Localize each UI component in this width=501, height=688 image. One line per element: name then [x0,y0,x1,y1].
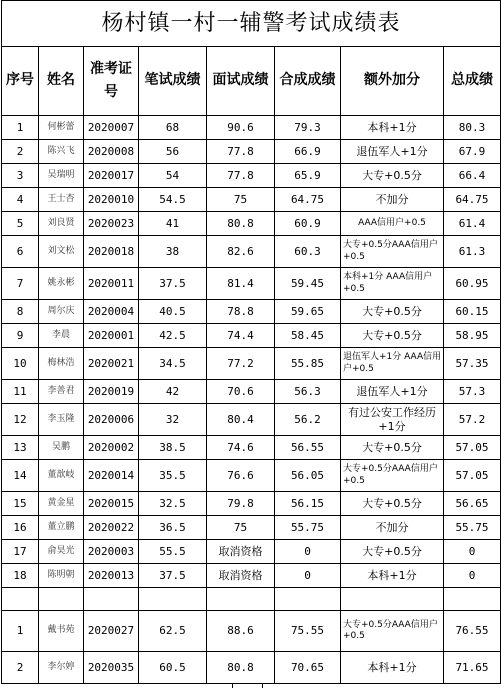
cell-seq: 18 [2,564,39,588]
cell-ticket: 2020001 [84,324,139,348]
header-seq: 序号 [2,47,39,116]
page-title: 杨村镇一村一辅警考试成绩表 [2,1,501,47]
cell-bonus: 退伍军人+1分 [341,380,444,404]
cell-ticket: 2020003 [84,540,139,564]
cell-bonus: 不加分 [341,188,444,212]
cell-seq: 3 [2,164,39,188]
cell-combined: 66.9 [275,140,341,164]
cell-written: 56 [139,140,207,164]
cell-written: 54 [139,164,207,188]
cell-bonus: 大专+0.5分 [341,492,444,516]
cell-total: 67.9 [444,140,501,164]
cell-bonus: 有过公安工作经历+1分 [341,404,444,436]
cell-ticket: 2020011 [84,268,139,300]
cell-seq: 7 [2,268,39,300]
cell-name: 梅林浩 [39,348,84,380]
cell-ticket: 2020027 [84,611,139,652]
spacer-cell [341,588,444,611]
cell-ticket: 2020017 [84,164,139,188]
cell-written: 42 [139,380,207,404]
cell-ticket: 2020002 [84,436,139,460]
cell-interview: 76.6 [207,460,275,492]
cell-ticket: 2020006 [84,404,139,436]
cell-combined: 58.45 [275,324,341,348]
cell-seq: 14 [2,460,39,492]
cell-name: 董立鹏 [39,516,84,540]
table-row [2,300,501,324]
cell-seq: 13 [2,436,39,460]
cell-combined: 75.55 [275,611,341,652]
cell-combined: 56.05 [275,460,341,492]
cell-interview: 78.8 [207,300,275,324]
cell-total: 57.05 [444,460,501,492]
cell-name: 李晨 [39,324,84,348]
cell-interview: 79.8 [207,492,275,516]
cell-seq: 2 [2,140,39,164]
cell-name: 俞昊光 [39,540,84,564]
cell-interview: 77.8 [207,164,275,188]
cell-total: 57.2 [444,404,501,436]
cell-bonus: 大专+0.5分AAA信用户+0.5 [341,611,444,652]
table2-row [2,611,501,652]
cell-interview: 70.6 [207,380,275,404]
cell-interview: 88.6 [207,611,275,652]
table-row [2,324,501,348]
cell-written: 36.5 [139,516,207,540]
cell-written: 35.5 [139,460,207,492]
cell-ticket: 2020022 [84,516,139,540]
cell-name: 李善君 [39,380,84,404]
cell-bonus: AAA信用户+0.5 [341,212,444,236]
table-row [2,212,501,236]
cell-name: 戴书苑 [39,611,84,652]
header-written: 笔试成绩 [139,47,207,116]
header-name: 姓名 [39,47,84,116]
cell-combined: 64.75 [275,188,341,212]
table-row [2,236,501,268]
cell-ticket: 2020013 [84,564,139,588]
cell-ticket: 2020004 [84,300,139,324]
cell-combined: 56.15 [275,492,341,516]
cell-ticket: 2020019 [84,380,139,404]
cell-combined: 60.9 [275,212,341,236]
spacer-cell [84,588,139,611]
cell-interview: 77.8 [207,140,275,164]
cell-name: 董歆岐 [39,460,84,492]
cell-interview: 80.8 [207,652,275,684]
spacer-cell [207,588,275,611]
cell-written: 38 [139,236,207,268]
cell-interview: 75 [207,188,275,212]
cell-combined: 65.9 [275,164,341,188]
cell-combined: 56.3 [275,380,341,404]
cell-ticket: 2020010 [84,188,139,212]
cell-total: 56.65 [444,492,501,516]
cell-total: 57.3 [444,380,501,404]
cell-written: 37.5 [139,268,207,300]
cell-ticket: 2020008 [84,140,139,164]
cell-ticket: 2020035 [84,652,139,684]
cell-bonus: 大专+0.5分AAA信用户+0.5 [341,236,444,268]
cell-interview: 82.6 [207,236,275,268]
cell-name: 陈明朝 [39,564,84,588]
cell-written: 60.5 [139,652,207,684]
cell-name: 吴瑞明 [39,164,84,188]
cell-bonus: 本科+1分 [341,564,444,588]
cell-seq: 1 [2,611,39,652]
cell-name: 刘文松 [39,236,84,268]
cell-total: 58.95 [444,324,501,348]
cell-total: 57.05 [444,436,501,460]
cell-written: 38.5 [139,436,207,460]
cell-bonus: 退伍军人+1分 [341,140,444,164]
cell-name: 黄金星 [39,492,84,516]
header-combined: 合成成绩 [275,47,341,116]
cell-name: 王士杏 [39,188,84,212]
cell-written: 54.5 [139,188,207,212]
cell-interview: 74.6 [207,436,275,460]
cell-name: 李尔婷 [39,652,84,684]
table-row [2,492,501,516]
cell-interview: 90.6 [207,116,275,140]
cell-ticket: 2020007 [84,116,139,140]
cell-bonus: 本科+1分 [341,652,444,684]
cell-ticket: 2020014 [84,460,139,492]
cell-name: 周尔庆 [39,300,84,324]
cell-seq: 5 [2,212,39,236]
table-row [2,188,501,212]
cell-interview: 75 [207,516,275,540]
table2-row [2,652,501,684]
table-row [2,380,501,404]
cell-seq: 11 [2,380,39,404]
cell-total: 61.3 [444,236,501,268]
cell-interview: 取消资格 [207,540,275,564]
cell-total: 66.4 [444,164,501,188]
cell-total: 76.55 [444,611,501,652]
score-table [1,0,501,684]
header-interview: 面试成绩 [207,47,275,116]
cell-interview: 80.8 [207,212,275,236]
cell-seq: 12 [2,404,39,436]
cell-seq: 4 [2,188,39,212]
cell-seq: 17 [2,540,39,564]
cell-seq: 8 [2,300,39,324]
header-ticket: 准考证号 [84,47,139,116]
cell-interview: 81.4 [207,268,275,300]
spacer-cell [444,588,501,611]
cell-written: 32.5 [139,492,207,516]
cell-combined: 0 [275,564,341,588]
cell-total: 60.95 [444,268,501,300]
cell-seq: 10 [2,348,39,380]
cell-ticket: 2020018 [84,236,139,268]
cell-combined: 70.65 [275,652,341,684]
cell-bonus: 退伍军人+1分 AAA信用户+0.5 [341,348,444,380]
cell-bonus: 本科+1分 [341,116,444,140]
cell-written: 62.5 [139,611,207,652]
cell-combined: 60.3 [275,236,341,268]
cell-combined: 79.3 [275,116,341,140]
cell-name: 刘良贤 [39,212,84,236]
cell-ticket: 2020015 [84,492,139,516]
cell-bonus: 大专+0.5分 [341,300,444,324]
cell-written: 68 [139,116,207,140]
spacer-cell [275,588,341,611]
cell-bonus: 不加分 [341,516,444,540]
cell-total: 64.75 [444,188,501,212]
cell-interview: 74.4 [207,324,275,348]
cell-bonus: 大专+0.5分 [341,540,444,564]
cell-seq: 1 [2,116,39,140]
table-row [2,436,501,460]
table-row [2,564,501,588]
spacer-cell [139,588,207,611]
cell-seq: 2 [2,652,39,684]
header-total: 总成绩 [444,47,501,116]
cell-seq: 15 [2,492,39,516]
cell-written: 41 [139,212,207,236]
cell-combined: 59.45 [275,268,341,300]
table-row [2,348,501,380]
table-row [2,460,501,492]
table-row [2,404,501,436]
cell-total: 0 [444,564,501,588]
header-bonus: 额外加分 [341,47,444,116]
cell-interview: 取消资格 [207,564,275,588]
cell-seq: 6 [2,236,39,268]
cell-seq: 16 [2,516,39,540]
cell-total: 61.4 [444,212,501,236]
cell-written: 37.5 [139,564,207,588]
cell-bonus: 大专+0.5分 [341,436,444,460]
cell-written: 42.5 [139,324,207,348]
cell-combined: 55.75 [275,516,341,540]
cell-ticket: 2020023 [84,212,139,236]
cell-name: 李玉隆 [39,404,84,436]
spacer-row [2,588,501,611]
cell-total: 71.65 [444,652,501,684]
cell-written: 34.5 [139,348,207,380]
cell-name: 姚永彬 [39,268,84,300]
cell-total: 0 [444,540,501,564]
cell-total: 55.75 [444,516,501,540]
cell-combined: 59.65 [275,300,341,324]
spacer-cell [2,588,39,611]
cell-bonus: 大专+0.5分 [341,164,444,188]
cell-written: 55.5 [139,540,207,564]
table-row [2,140,501,164]
cell-interview: 80.4 [207,404,275,436]
cell-written: 32 [139,404,207,436]
cell-seq: 9 [2,324,39,348]
cell-total: 80.3 [444,116,501,140]
cell-combined: 55.85 [275,348,341,380]
cell-combined: 0 [275,540,341,564]
spacer-cell [39,588,84,611]
header-row [2,47,501,116]
cell-bonus: 大专+0.5分AAA信用户+0.5 [341,460,444,492]
cell-interview: 77.2 [207,348,275,380]
cell-name: 陈兴飞 [39,140,84,164]
bottom-edge [0,684,501,688]
table-row [2,164,501,188]
cell-name: 吴鹏 [39,436,84,460]
cell-total: 60.15 [444,300,501,324]
cell-name: 何彬蕾 [39,116,84,140]
table-row [2,516,501,540]
table-row [2,540,501,564]
table-row [2,268,501,300]
cell-combined: 56.2 [275,404,341,436]
cell-bonus: 大专+0.5分 [341,324,444,348]
cell-ticket: 2020021 [84,348,139,380]
cell-bonus: 本科+1分 AAA信用户+0.5 [341,268,444,300]
table-row [2,116,501,140]
cell-total: 57.35 [444,348,501,380]
cell-combined: 56.55 [275,436,341,460]
cell-written: 40.5 [139,300,207,324]
